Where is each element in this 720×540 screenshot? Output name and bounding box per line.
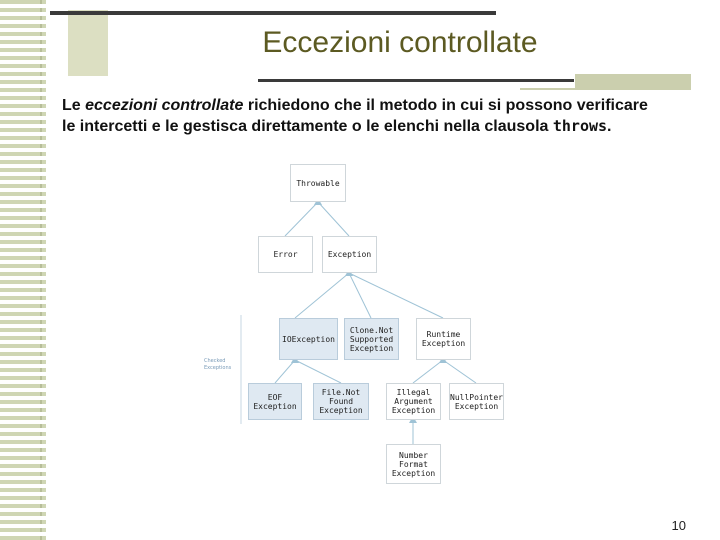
node-illegalargument: Illegal Argument Exception (386, 383, 441, 420)
node-throwable: Throwable (290, 164, 346, 202)
node-nullpointer: NullPointer Exception (449, 383, 504, 420)
slide-title: Eccezioni controllate (262, 26, 538, 59)
body-italic-term: eccezioni controllate (85, 97, 244, 114)
node-runtimeexception: Runtime Exception (416, 318, 471, 360)
node-error: Error (258, 236, 313, 273)
edge-throwable-exception (318, 202, 349, 236)
edge-throwable-error (285, 202, 318, 236)
node-filenotfound: File.Not Found Exception (313, 383, 369, 420)
node-eofexception: EOF Exception (248, 383, 302, 420)
node-exception: Exception (322, 236, 377, 273)
edge-io-eof (275, 360, 295, 383)
body-code-keyword: throws (552, 117, 608, 135)
body-text-end: . (607, 118, 612, 135)
edge-exception-io (295, 273, 349, 318)
edge-runtime-illegalarg (413, 360, 443, 383)
checked-exceptions-label: Checked Exceptions (204, 358, 232, 371)
edge-runtime-nullpointer (443, 360, 476, 383)
page-number: 10 (671, 518, 686, 533)
node-numberformat: Number Format Exception (386, 444, 441, 484)
edge-exception-runtime (349, 273, 443, 318)
body-text-middle: richiedono che il metodo in cui si possono verificare le intercetti e le gestisca direttamente o le elenchi nella clausola (62, 97, 648, 135)
node-ioexception: IOException (279, 318, 338, 360)
edge-exception-clone (349, 273, 371, 318)
body-text-start: Le (62, 97, 86, 114)
edge-io-filenotfound (295, 360, 341, 383)
node-clonenotsupported: Clone.Not Supported Exception (344, 318, 399, 360)
